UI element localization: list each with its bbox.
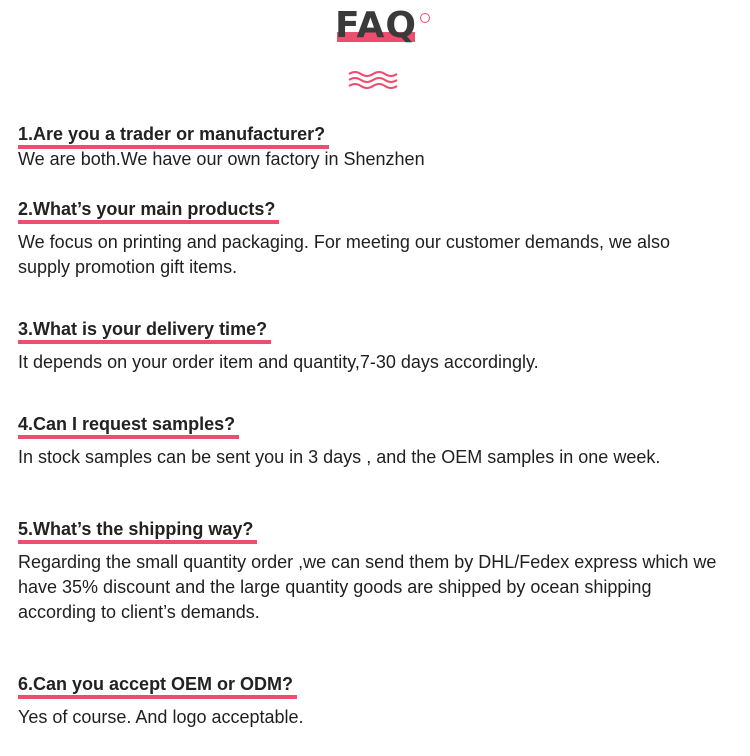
faq-answer: Yes of course. And logo acceptable. xyxy=(18,707,304,727)
faq-answer: We are both.We have our own factory in Shenzhen xyxy=(18,149,425,169)
page-title: FAQ xyxy=(335,5,417,46)
circle-dot-icon xyxy=(420,13,430,23)
faq-item-5 xyxy=(18,518,716,625)
wave-divider-icon xyxy=(347,70,399,90)
faq-answer: We focus on printing and packaging. For meeting our customer demands, we also supply promotion gift items. xyxy=(18,232,671,277)
faq-question: 1.Are you a trader or manufacturer? xyxy=(18,123,329,145)
faq-item-6 xyxy=(18,673,304,730)
faq-answer: It depends on your order item and quantity,7-30 days accordingly. xyxy=(18,352,539,372)
faq-header xyxy=(0,0,750,100)
question-underline xyxy=(18,340,271,344)
question-underline xyxy=(18,145,329,149)
question-underline xyxy=(18,695,297,699)
faq-answer: In stock samples can be sent you in 3 days , and the OEM samples in one week. xyxy=(18,447,661,467)
question-underline xyxy=(18,220,279,224)
faq-item-1 xyxy=(18,123,425,172)
question-underline xyxy=(18,435,239,439)
question-underline xyxy=(18,540,257,544)
faq-question: 6.Can you accept OEM or ODM? xyxy=(18,673,297,695)
faq-question: 4.Can I request samples? xyxy=(18,413,239,435)
faq-question: 2.What’s your main products? xyxy=(18,198,279,220)
faq-question: 5.What’s the shipping way? xyxy=(18,518,257,540)
faq-title-wrap xyxy=(335,4,417,54)
faq-item-2 xyxy=(18,198,670,280)
faq-item-4 xyxy=(18,413,660,470)
faq-answer: Regarding the small quantity order ,we can send them by DHL/Fedex express which we have 35% discount and the large quantity goods are shipped by ocean shipping according to client’s demands. xyxy=(18,552,717,622)
faq-question: 3.What is your delivery time? xyxy=(18,318,271,340)
faq-item-3 xyxy=(18,318,539,375)
